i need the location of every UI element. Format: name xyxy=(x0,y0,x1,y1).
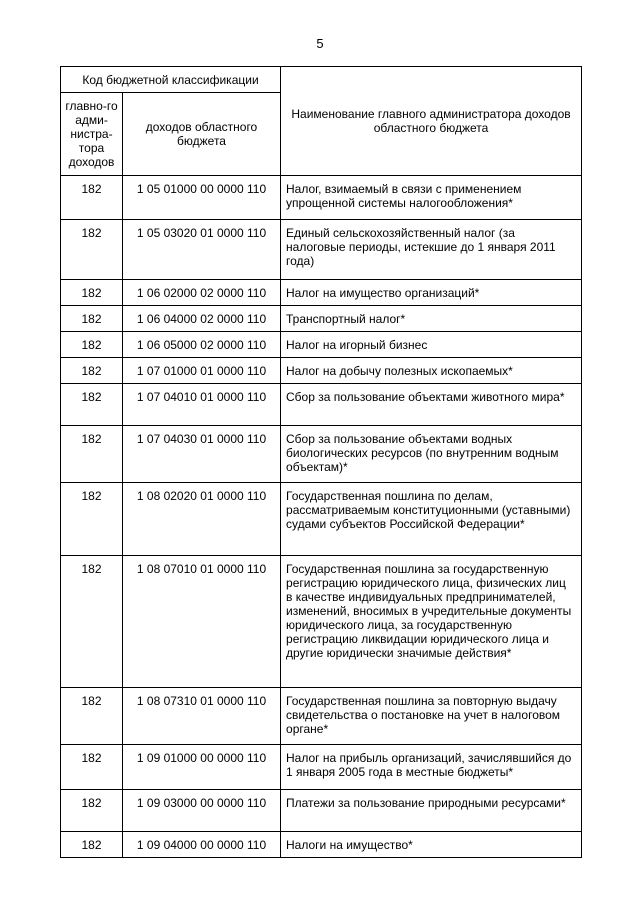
cell-administrator-code: 182 xyxy=(61,483,123,556)
cell-administrator-code: 182 xyxy=(61,556,123,688)
table-row xyxy=(61,220,582,280)
cell-income-code: 1 08 07310 01 0000 110 xyxy=(123,688,281,745)
cell-administrator-code: 182 xyxy=(61,832,123,858)
cell-income-code: 1 06 04000 02 0000 110 xyxy=(123,306,281,332)
cell-income-code: 1 09 01000 00 0000 110 xyxy=(123,745,281,790)
table-row xyxy=(61,426,582,483)
table-row xyxy=(61,280,582,306)
cell-income-name: Транспортный налог* xyxy=(281,306,582,332)
table-header-row xyxy=(61,67,582,93)
table-row xyxy=(61,745,582,790)
cell-income-code: 1 07 04010 01 0000 110 xyxy=(123,384,281,426)
cell-income-code: 1 07 04030 01 0000 110 xyxy=(123,426,281,483)
table-row xyxy=(61,384,582,426)
cell-income-code: 1 09 03000 00 0000 110 xyxy=(123,790,281,832)
table-row xyxy=(61,556,582,688)
budget-classification-table xyxy=(60,66,582,858)
cell-income-code: 1 09 04000 00 0000 110 xyxy=(123,832,281,858)
cell-income-name: Налог, взимаемый в связи с применением упрощенной системы налогообложения* xyxy=(281,176,582,220)
cell-income-name: Налог на добычу полезных ископаемых* xyxy=(281,358,582,384)
table-row xyxy=(61,306,582,332)
table-row xyxy=(61,483,582,556)
cell-income-code: 1 05 03020 01 0000 110 xyxy=(123,220,281,280)
cell-income-code: 1 08 07010 01 0000 110 xyxy=(123,556,281,688)
cell-income-name: Государственная пошлина за государственную регистрацию юридического лица, физических лиц в качестве индивидуальных предпринимателей, изменений, вносимых в учредительные документы юридического лица, за государственную регистрацию ликвидации юридического лица и другие юридически значимые действия* xyxy=(281,556,582,688)
cell-income-name: Сбор за пользование объектами водных биологических ресурсов (по внутренним водным объектам)* xyxy=(281,426,582,483)
cell-administrator-code: 182 xyxy=(61,426,123,483)
table-row xyxy=(61,832,582,858)
cell-income-name: Налог на прибыль организаций, зачислявшийся до 1 января 2005 года в местные бюджеты* xyxy=(281,745,582,790)
cell-income-name: Сбор за пользование объектами животного мира* xyxy=(281,384,582,426)
cell-income-code: 1 06 02000 02 0000 110 xyxy=(123,280,281,306)
cell-income-code: 1 06 05000 02 0000 110 xyxy=(123,332,281,358)
cell-income-name: Налог на имущество организаций* xyxy=(281,280,582,306)
page-number: 5 xyxy=(316,36,324,51)
table-row xyxy=(61,688,582,745)
cell-administrator-code: 182 xyxy=(61,220,123,280)
header-administrator-name: Наименование главного администратора доходов областного бюджета xyxy=(281,67,582,176)
header-budget-classification-code: Код бюджетной классификации xyxy=(61,67,281,93)
header-regional-budget-income: доходов областного бюджета xyxy=(123,93,281,176)
cell-income-code: 1 08 02020 01 0000 110 xyxy=(123,483,281,556)
table-row xyxy=(61,332,582,358)
cell-administrator-code: 182 xyxy=(61,358,123,384)
cell-administrator-code: 182 xyxy=(61,306,123,332)
cell-income-code: 1 07 01000 01 0000 110 xyxy=(123,358,281,384)
cell-income-name: Налог на игорный бизнес xyxy=(281,332,582,358)
table-row xyxy=(61,176,582,220)
cell-administrator-code: 182 xyxy=(61,280,123,306)
table-row xyxy=(61,358,582,384)
cell-income-name: Платежи за пользование природными ресурсами* xyxy=(281,790,582,832)
cell-administrator-code: 182 xyxy=(61,384,123,426)
cell-administrator-code: 182 xyxy=(61,176,123,220)
cell-income-name: Налоги на имущество* xyxy=(281,832,582,858)
header-main-administrator: главно-го адми-нистра-тора доходов xyxy=(61,93,123,176)
cell-income-name: Единый сельскохозяйственный налог (за налоговые периоды, истекшие до 1 января 2011 года) xyxy=(281,220,582,280)
cell-administrator-code: 182 xyxy=(61,745,123,790)
cell-income-name: Государственная пошлина по делам, рассматриваемым конституционными (уставными) судами субъектов Российской Федерации* xyxy=(281,483,582,556)
cell-administrator-code: 182 xyxy=(61,332,123,358)
cell-administrator-code: 182 xyxy=(61,790,123,832)
cell-income-name: Государственная пошлина за повторную выдачу свидетельства о постановке на учет в налоговом органе* xyxy=(281,688,582,745)
cell-income-code: 1 05 01000 00 0000 110 xyxy=(123,176,281,220)
cell-administrator-code: 182 xyxy=(61,688,123,745)
table-row xyxy=(61,790,582,832)
